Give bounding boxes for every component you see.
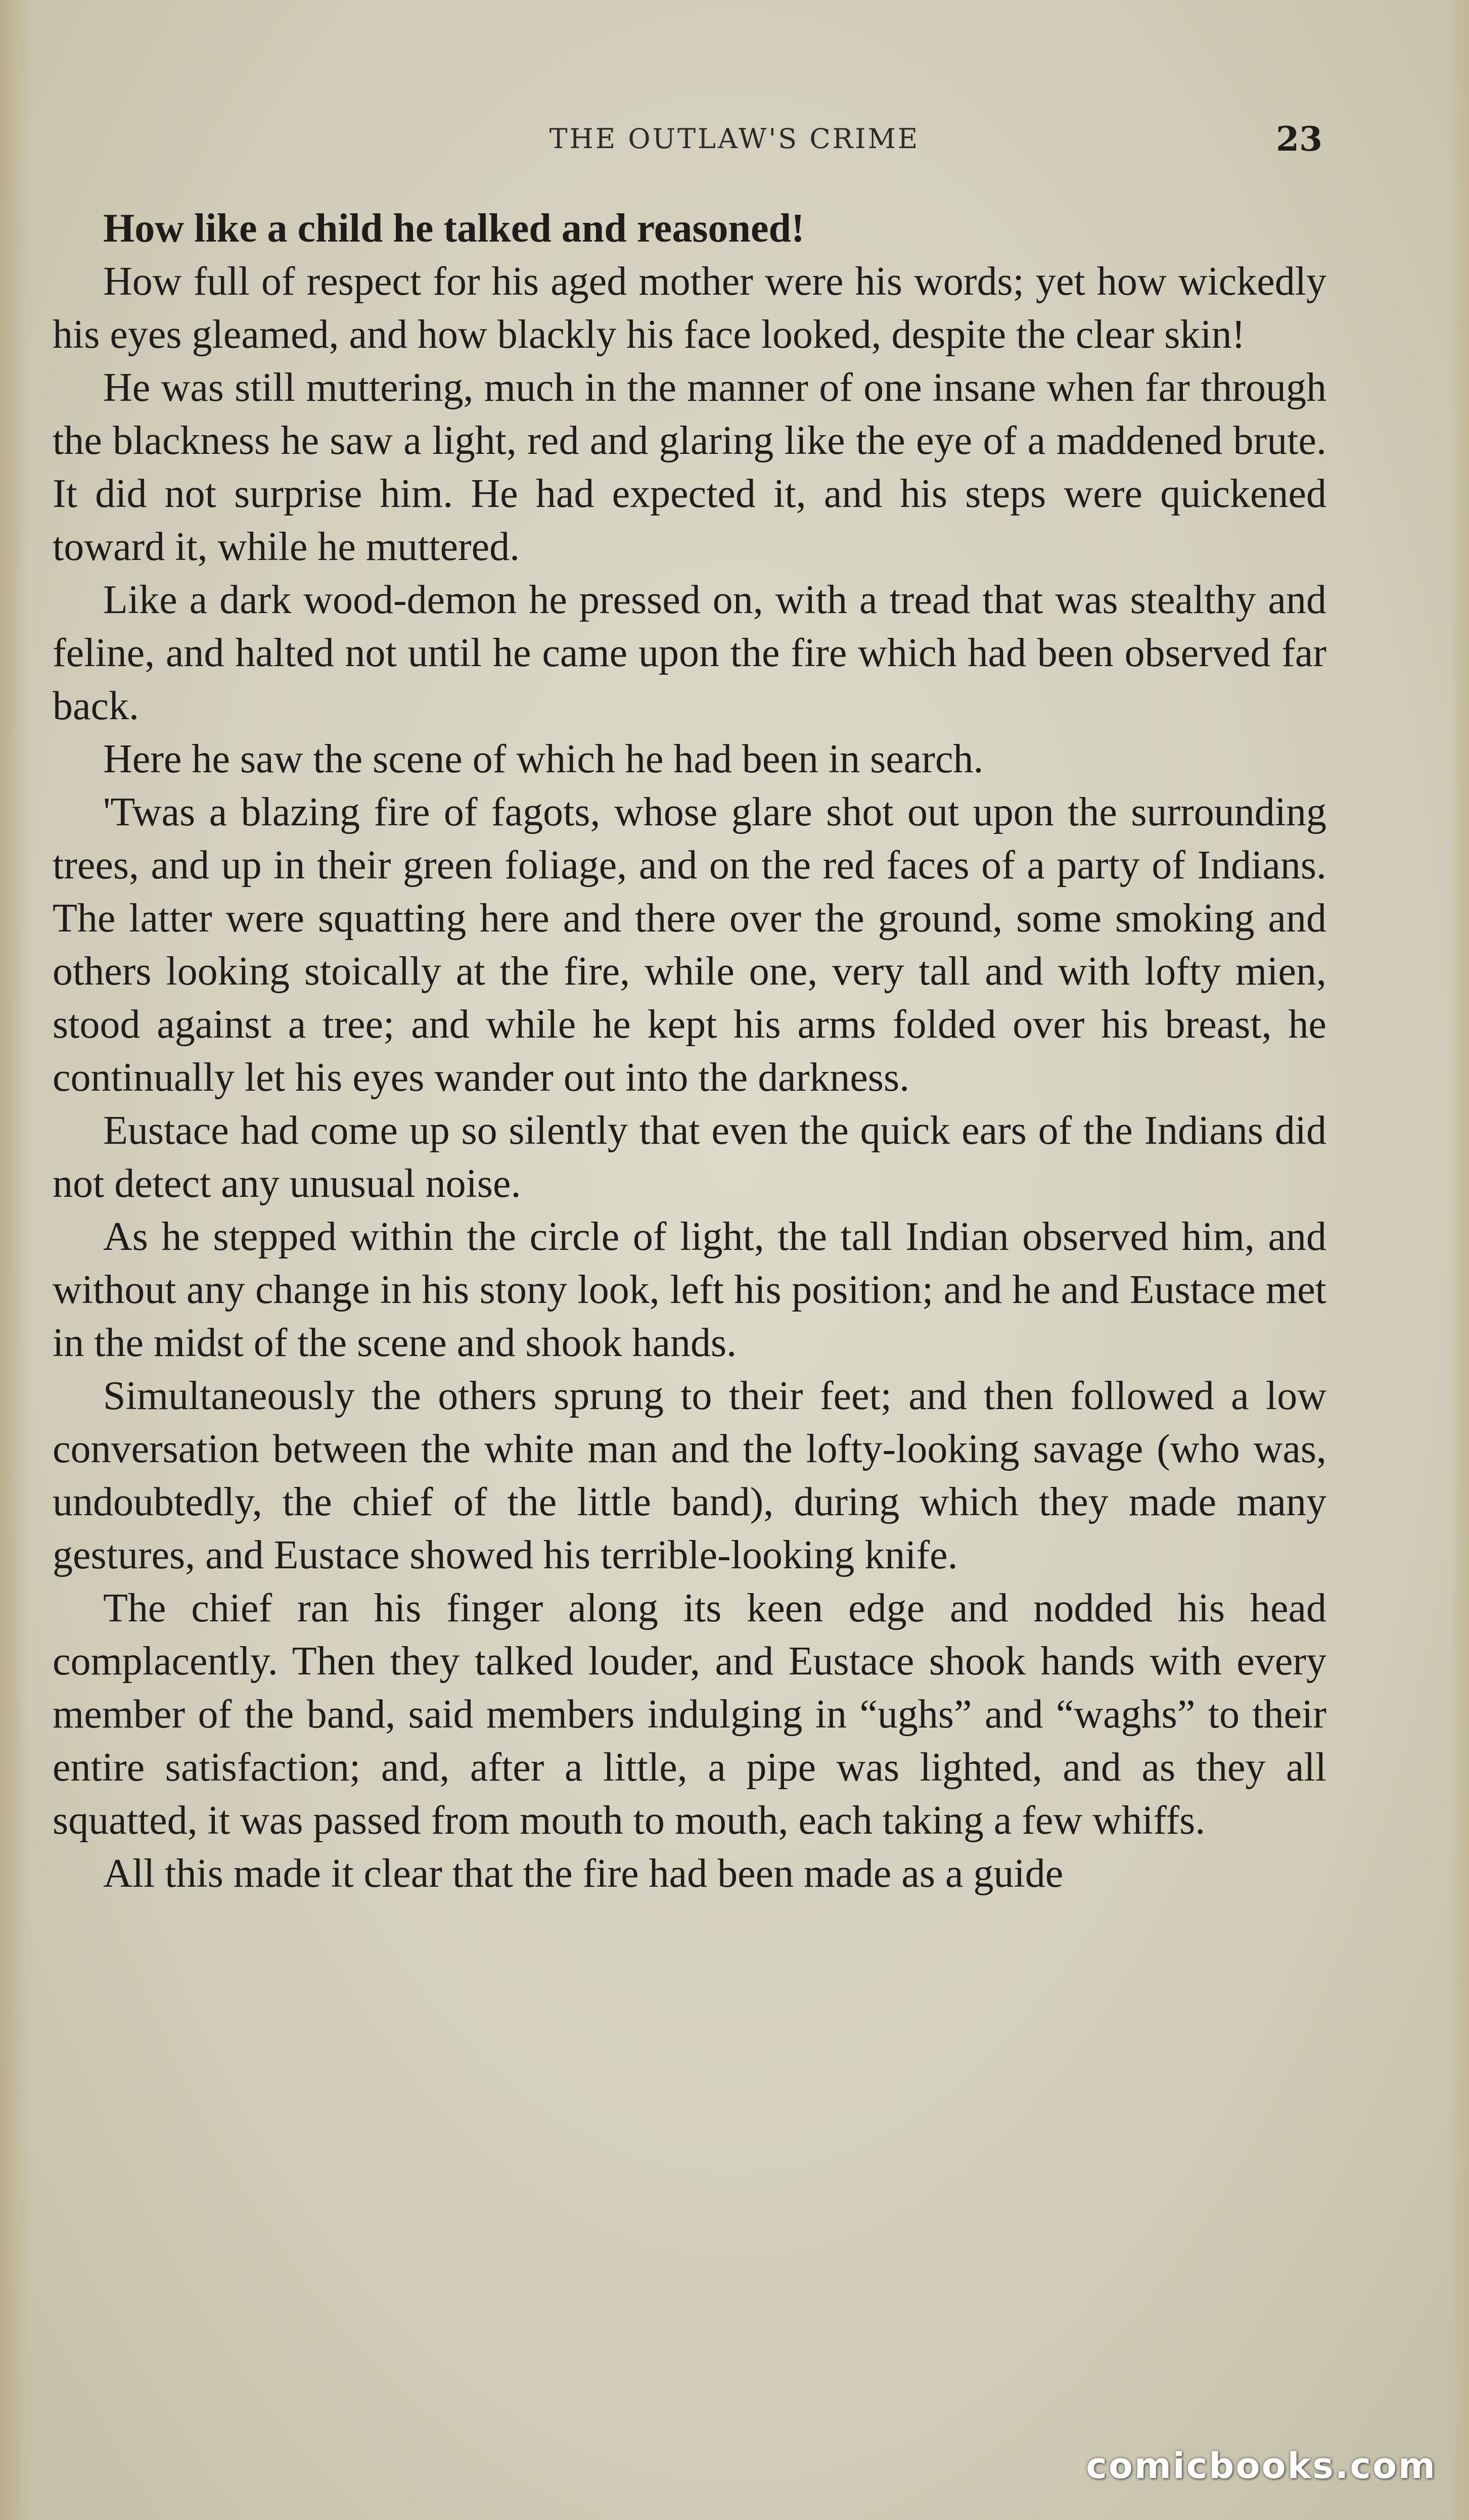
- paragraph: Simultaneously the others sprung to their feet; and then followed a low conversation between the white man and the lofty-looking savage (who was, undoubtedly, the chief of the little band), during which they made many gestures, and Eustace showed his terrible-looking knife.: [53, 1374, 1326, 1577]
- page-edge-shadow-left: [0, 0, 30, 2520]
- paragraph: How like a child he talked and reasoned!: [103, 206, 805, 251]
- watermark-text: comicbooks.com: [1086, 2445, 1437, 2487]
- page-number: 23: [1276, 119, 1322, 159]
- body-text: [53, 202, 1326, 1900]
- running-head-title: THE OUTLAW'S CRIME: [549, 123, 920, 155]
- paragraph: Here he saw the scene of which he had been in search.: [103, 737, 984, 781]
- running-head: [0, 116, 1469, 162]
- paragraph: Like a dark wood-demon he pressed on, with a tread that was stealthy and feline, and halted not until he came upon the fire which had been observed far back.: [53, 578, 1326, 728]
- paragraph: All this made it clear that the fire had been made as a guide: [103, 1851, 1064, 1896]
- paragraph: How full of respect for his aged mother were his words; yet how wickedly his eyes gleamed, and how blackly his face looked, despite the clear skin!: [53, 259, 1326, 357]
- paragraph: 'Twas a blazing fire of fagots, whose glare shot out upon the surrounding trees, and up in their green foliage, and on the red faces of a party of Indians. The latter were squatting here and there over the ground, some smoking and others looking stoically at the fire, while one, very tall and with lofty mien, stood against a tree; and while he kept his arms folded over his breast, he continually let his eyes wander out into the darkness.: [53, 790, 1326, 1100]
- paragraph: The chief ran his finger along its keen edge and nodded his head complacently. Then they talked louder, and Eustace shook hands with every member of the band, said members indulging in “ughs” and “waghs” to their entire satisfaction; and, after a little, a pipe was lighted, and as they all squatted, it was passed from mouth to mouth, each taking a few whiffs.: [53, 1586, 1326, 1843]
- page-edge-shadow-right: [1449, 0, 1469, 2520]
- paragraph: He was still muttering, much in the manner of one insane when far through the blackness he saw a light, red and glaring like the eye of a maddened brute. It did not surprise him. He had expected it, and his steps were quickened toward it, while he muttered.: [53, 365, 1326, 569]
- paragraph: As he stepped within the circle of light, the tall Indian observed him, and without any change in his stony look, left his position; and he and Eustace met in the midst of the scene and shook hands.: [53, 1215, 1326, 1365]
- paragraph: Eustace had come up so silently that even the quick ears of the Indians did not detect any unusual noise.: [53, 1108, 1326, 1206]
